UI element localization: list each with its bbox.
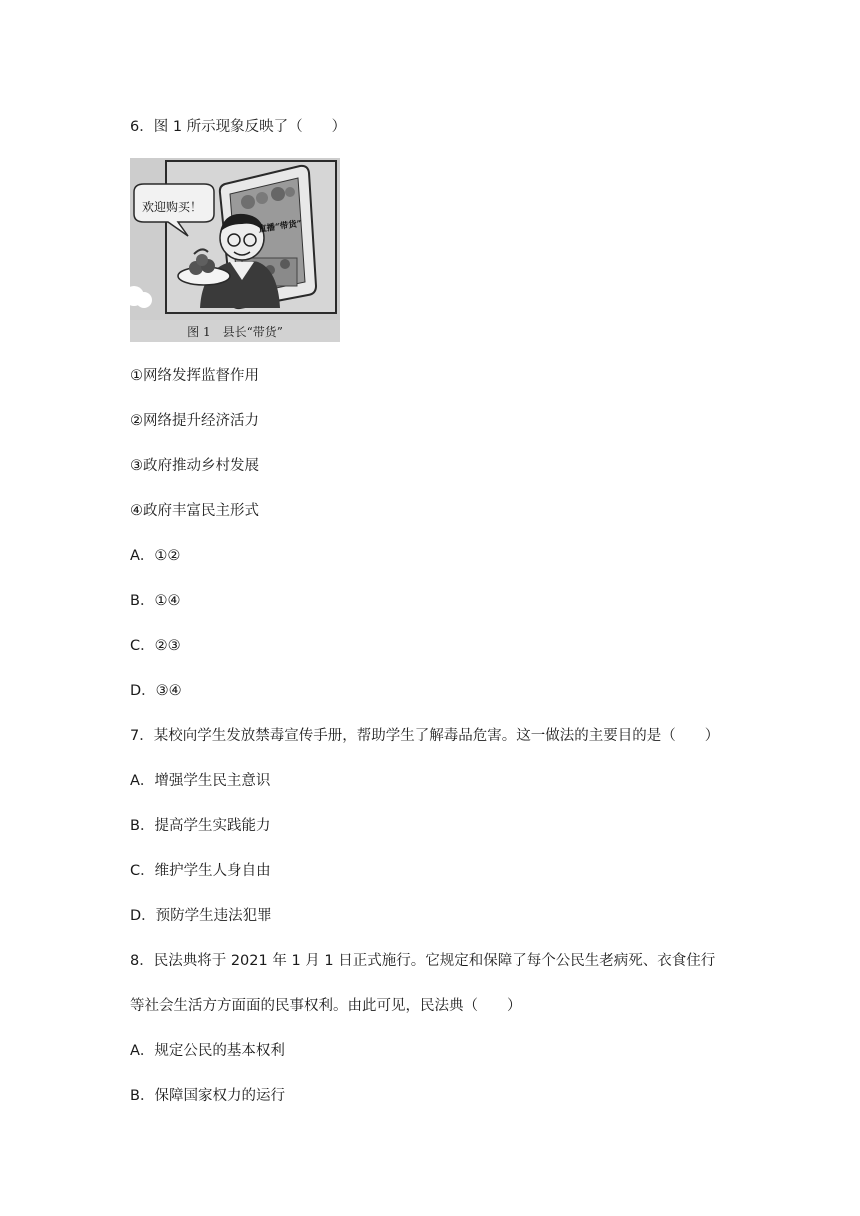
- q7-option-b[interactable]: B．提高学生实践能力: [130, 818, 271, 834]
- question-6-stem: 6．图 1 所示现象反映了（ ）: [130, 119, 347, 135]
- cartoon-illustration: [130, 158, 340, 342]
- figure-county-head-livestream: [130, 158, 340, 342]
- statement-2: ②网络提升经济活力: [130, 413, 259, 429]
- question-8-stem-line-1: 8．民法典将于 2021 年 1 月 1 日正式施行。它规定和保障了每个公民生老病死、衣食住行: [130, 953, 716, 969]
- phone-screen-label: 直播“带货”: [257, 218, 303, 235]
- q6-option-b[interactable]: B．①④: [130, 593, 181, 609]
- statement-3: ③政府推动乡村发展: [130, 458, 259, 474]
- statement-1: ①网络发挥监督作用: [130, 368, 259, 384]
- q6-option-a[interactable]: A．①②: [130, 548, 181, 564]
- q8-option-a[interactable]: A．规定公民的基本权利: [130, 1043, 285, 1059]
- q7-option-c[interactable]: C．维护学生人身自由: [130, 863, 271, 879]
- question-7-stem: 7．某校向学生发放禁毒宣传手册，帮助学生了解毒品危害。这一做法的主要目的是（ ）: [130, 728, 720, 744]
- statement-4: ④政府丰富民主形式: [130, 503, 259, 519]
- q7-option-d[interactable]: D．预防学生违法犯罪: [130, 908, 272, 924]
- question-8-stem-line-2: 等社会生活方方面面的民事权利。由此可见，民法典（ ）: [130, 998, 522, 1014]
- speech-bubble-text: 欢迎购买！: [142, 200, 203, 214]
- q6-option-d[interactable]: D．③④: [130, 683, 182, 699]
- q8-option-b[interactable]: B．保障国家权力的运行: [130, 1088, 285, 1104]
- q6-option-c[interactable]: C．②③: [130, 638, 181, 654]
- q7-option-a[interactable]: A．增强学生民主意识: [130, 773, 271, 789]
- figure-caption: 图 1 县长“带货”: [187, 325, 283, 339]
